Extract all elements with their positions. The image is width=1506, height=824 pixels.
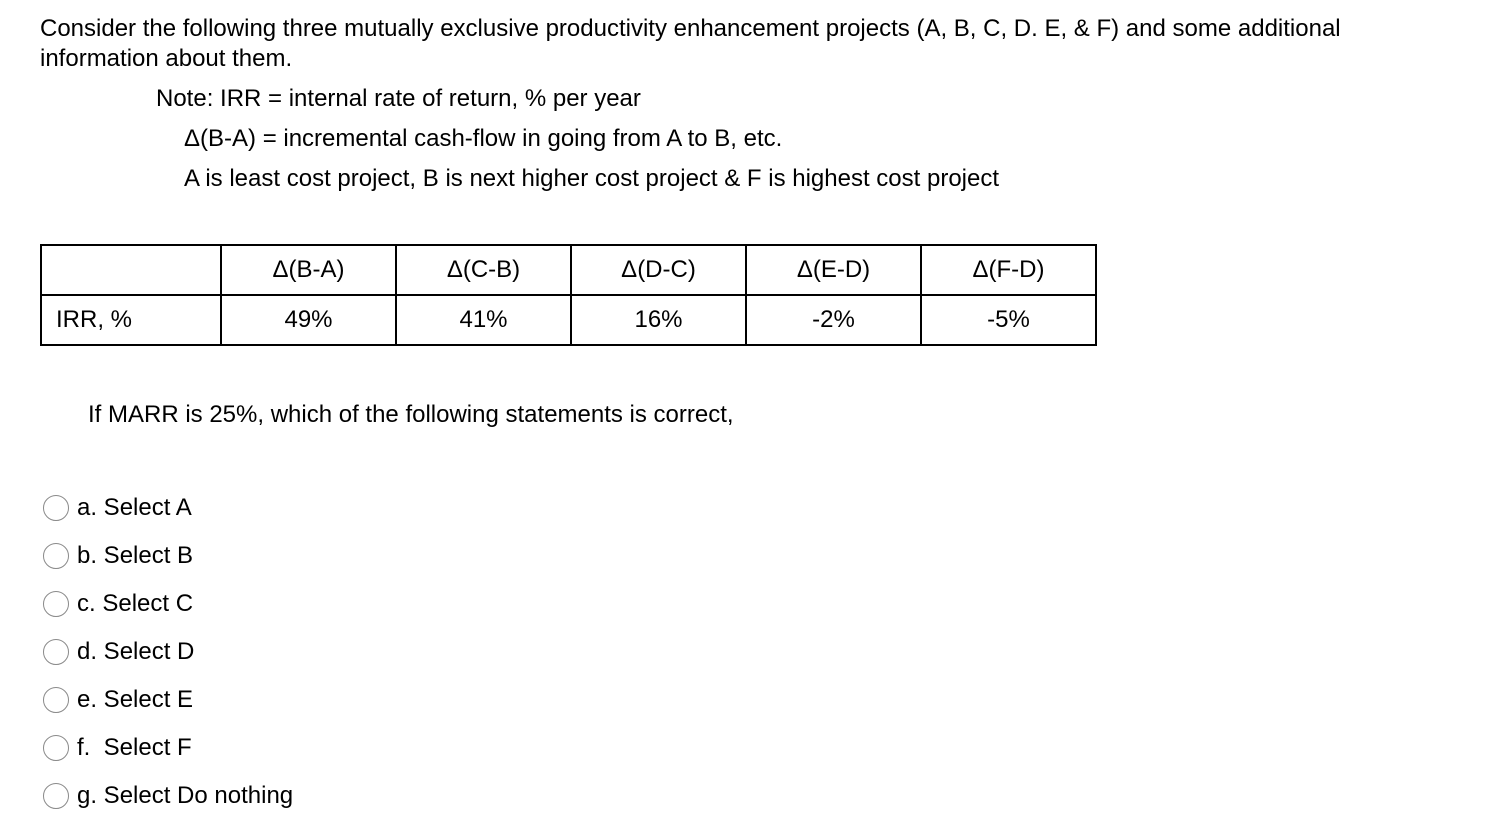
option-f[interactable] [43, 724, 293, 772]
radio-button-option-d[interactable] [43, 639, 69, 665]
radio-button-option-e[interactable] [43, 687, 69, 713]
irr-table-header-c-b: Δ(C-B) [396, 245, 571, 295]
option-c[interactable] [43, 580, 293, 628]
irr-table-header-row [41, 245, 1096, 295]
note-irr-definition: Note: IRR = internal rate of return, % per year [156, 85, 641, 112]
option-e[interactable] [43, 676, 293, 724]
option-a-label[interactable]: a. Select A [77, 494, 192, 521]
option-b-label[interactable]: b. Select B [77, 542, 194, 569]
irr-table-header-e-d: Δ(E-D) [746, 245, 921, 295]
irr-value-f-d: -5% [921, 295, 1096, 345]
irr-table-row [41, 295, 1096, 345]
radio-button-option-c[interactable] [43, 591, 69, 617]
option-b[interactable] [43, 532, 293, 580]
option-a[interactable] [43, 484, 293, 532]
irr-table-corner-cell [41, 245, 221, 295]
option-g-label[interactable]: g. Select Do nothing [77, 782, 294, 809]
problem-intro: Consider the following three mutually exclusive productivity enhancement projects (A, B, C, D. E, & F) and some additional information about them. [40, 15, 1341, 72]
option-c-label[interactable]: c. Select C [77, 590, 194, 617]
irr-value-e-d: -2% [746, 295, 921, 345]
irr-value-d-c: 16% [571, 295, 746, 345]
radio-button-option-f[interactable] [43, 735, 69, 761]
irr-table [40, 244, 1097, 346]
irr-value-b-a: 49% [221, 295, 396, 345]
option-f-label[interactable]: f. Select F [77, 734, 192, 761]
irr-table-header-d-c: Δ(D-C) [571, 245, 746, 295]
note-delta-definition: Δ(B-A) = incremental cash-flow in going from A to B, etc. [184, 125, 783, 152]
irr-table-header-f-d: Δ(F-D) [921, 245, 1096, 295]
option-d-label[interactable]: d. Select D [77, 638, 195, 665]
radio-button-option-g[interactable] [43, 783, 69, 809]
answer-options [43, 484, 293, 820]
option-e-label[interactable]: e. Select E [77, 686, 194, 713]
irr-table-header-b-a: Δ(B-A) [221, 245, 396, 295]
option-g[interactable] [43, 772, 293, 820]
radio-button-option-a[interactable] [43, 495, 69, 521]
option-d[interactable] [43, 628, 293, 676]
radio-button-option-b[interactable] [43, 543, 69, 569]
note-cost-order: A is least cost project, B is next higher cost project & F is highest cost project [184, 165, 1000, 192]
question-text: If MARR is 25%, which of the following statements is correct, [88, 401, 734, 428]
irr-table-row-label: IRR, % [41, 295, 221, 345]
irr-value-c-b: 41% [396, 295, 571, 345]
